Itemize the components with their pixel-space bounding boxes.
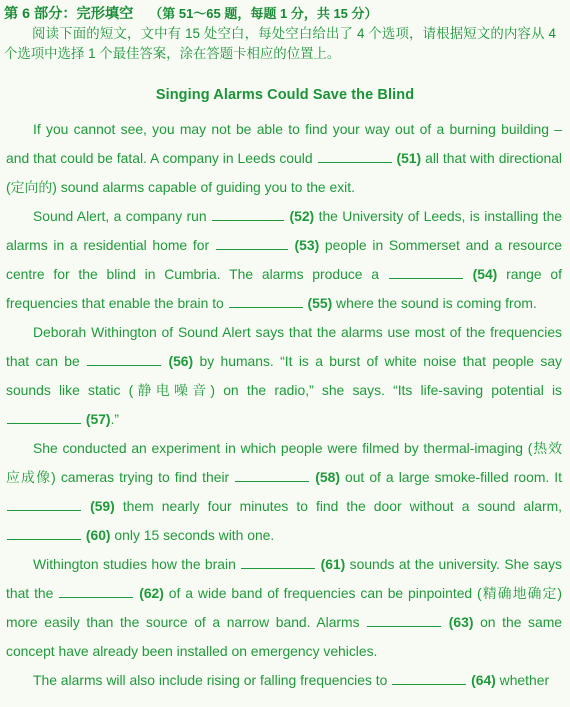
question-number: (56): [168, 353, 194, 369]
text: of a wide band of frequencies can be pinpointed (精确地确定) more easily than the source of a narrow band. Alarms: [6, 585, 563, 630]
question-number: (58): [315, 469, 340, 485]
blank-64: [392, 673, 466, 685]
paragraph-1: [6, 115, 562, 202]
text: range of frequencies that enable the brain to: [6, 266, 563, 311]
text: all that with directional (定向的) sound alarms capable of guiding you to the exit.: [6, 150, 563, 195]
question-number: (57): [85, 411, 111, 427]
text: on the same concept have already been installed on emergency vehicles.: [6, 614, 563, 659]
paragraph-4: [6, 434, 562, 550]
paragraph-6: [6, 666, 562, 695]
blank-58: [235, 470, 309, 482]
blank-53: [216, 238, 288, 250]
text: out of a large smoke-filled room. It: [339, 469, 562, 485]
blank-51: [318, 151, 392, 163]
text: where the sound is coming from.: [332, 295, 537, 311]
question-number: (52): [289, 208, 315, 224]
blank-59: [7, 499, 81, 511]
blank-55: [229, 296, 303, 308]
text: Sound Alert, a company run: [33, 208, 212, 224]
paragraph-5: [6, 550, 562, 666]
question-number: (59): [90, 498, 115, 514]
blank-54: [389, 267, 463, 279]
question-number: (55): [307, 295, 333, 311]
text: She conducted an experiment in which people were filmed by thermal-imaging (热效应成像) cameras trying to find their: [6, 440, 562, 485]
section-header: [4, 4, 570, 24]
passage-title: Singing Alarms Could Save the Blind: [155, 87, 415, 103]
question-number: (54): [472, 266, 498, 282]
text: .”: [110, 411, 120, 427]
text: only 15 seconds with one.: [110, 527, 275, 543]
text: whether: [495, 672, 550, 688]
blank-61: [241, 557, 315, 569]
question-number: (64): [471, 672, 496, 688]
text: the University of Leeds, is installing the alarms in a residential home for: [6, 208, 563, 253]
blank-52: [212, 209, 284, 221]
text: sounds at the university. She says that the: [6, 556, 562, 601]
section-scoring: （第 51～65 题，每题 1 分，共 15 分）: [149, 6, 378, 21]
question-number: (63): [448, 614, 474, 630]
paragraph-2: [6, 202, 562, 318]
paragraph-3: [6, 318, 562, 434]
text: by humans. “It is a burst of white noise that people say sounds like static (静电噪音) on the radio,” she says. “Its life-saving potential is: [6, 353, 563, 398]
text: people in Sommerset and a resource centre for the blind in Cumbria. The alarms produce a: [6, 237, 562, 282]
text: Withington studies how the brain: [33, 556, 241, 572]
question-number: (62): [139, 585, 164, 601]
blank-63: [367, 615, 441, 627]
question-number: (51): [396, 150, 422, 166]
text: The alarms will also include rising or falling frequencies to: [33, 672, 392, 688]
text: Deborah Withington of Sound Alert says that the alarms use most of the frequencies that can be: [6, 324, 562, 369]
section-title: 第 6 部分：完形填空: [4, 6, 134, 22]
blank-57: [7, 412, 81, 424]
text: them nearly four minutes to find the door without a sound alarm,: [114, 498, 562, 514]
blank-62: [59, 586, 133, 598]
instructions: 阅读下面的短文，文中有 15 处空白，每处空白给出了 4 个选项，请根据短文的内容从 4 个选项中选择 1 个最佳答案，涂在答题卡相应的位置上。: [4, 26, 556, 61]
question-number: (53): [294, 237, 320, 253]
text: If you cannot see, you may not be able to find your way out of a burning building – and that could be fatal. A company in Leeds could: [6, 121, 562, 166]
question-number: (61): [320, 556, 346, 572]
blank-60: [7, 528, 81, 540]
question-number: (60): [85, 527, 111, 543]
blank-56: [87, 354, 161, 366]
